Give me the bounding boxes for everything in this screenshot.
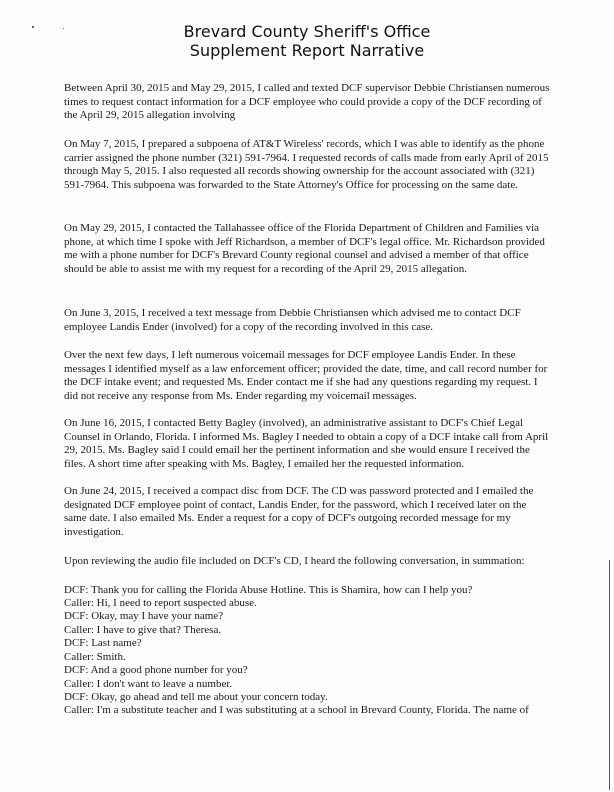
report-subtitle: Supplement Report Narrative	[189, 41, 425, 60]
transcript-line: DCF: Okay, may I have your name?	[64, 610, 224, 622]
narrative-paragraph: Between April 30, 2015 and May 29, 2015, I called and texted DCF supervisor Debbie Christiansen numerous times to request contact information for a DCF employee who could provide a copy of the DCF recording of the April 29, 2015 allegation involving	[64, 82, 550, 122]
narrative-paragraph: Upon reviewing the audio file included on DCF's CD, I heard the following conversation, in summation:	[64, 555, 525, 567]
transcript-line: Caller: Smith.	[64, 651, 126, 663]
transcript-line: Caller: I'm a substitute teacher and I was substituting at a school in Brevard County, Florida. The name of	[64, 704, 529, 716]
transcript-line: DCF: Okay, go ahead and tell me about your concern today.	[64, 691, 328, 703]
narrative-paragraph: Over the next few days, I left numerous voicemail messages for DCF employee Landis Ender. In these messages I identified myself as a law enforcement officer; provided the date, time, and call record number for the DCF intake event; and requested Ms. Ender contact me if she had any questions regarding my request. I did not receive any response from Ms. Ender regarding my voicemail messages.	[64, 349, 548, 402]
transcript-line: Caller: Hi, I need to report suspected abuse.	[64, 597, 257, 609]
transcript-line: DCF: And a good phone number for you?	[64, 664, 248, 676]
narrative-paragraph: On June 24, 2015, I received a compact disc from DCF. The CD was password protected and I emailed the designated DCF employee point of contact, Landis Ender, for the password, which I received later on the same date. I also emailed Ms. Ender a request for a copy of DCF's outgoing recorded message for my investigation.	[64, 485, 534, 538]
narrative-paragraph: On May 7, 2015, I prepared a subpoena of AT&T Wireless' records, which I was able to identify as the phone carrier assigned the phone number (321) 591-7964. I requested records of calls made from early April of 2015 through May 5, 2015. I also requested all records showing ownership for the account associated with (321) 591-7964. This subpoena was forwarded to the State Attorney's Office for processing on the same date.	[64, 138, 549, 191]
scan-edge	[609, 560, 610, 790]
transcript-line: Caller: I don't want to leave a number.	[64, 678, 233, 690]
transcript-line: DCF: Last name?	[64, 637, 142, 649]
report-title: Brevard County Sheriff's Office	[183, 22, 431, 41]
narrative-paragraph: On June 16, 2015, I contacted Betty Bagley (involved), an administrative assistant to DCF's Chief Legal Counsel in Orlando, Florida. I informed Ms. Bagley I needed to obtain a copy of a DCF intake call from April 29, 2015. Ms. Bagley said I could email her the pertinent information and she would ensure I received the files. A short time after speaking with Ms. Bagley, I emailed her the requested information.	[64, 417, 549, 470]
narrative-paragraph: On June 3, 2015, I received a text message from Debbie Christiansen which advised me to contact DCF employee Landis Ender (involved) for a copy of the recording involved in this case.	[64, 307, 521, 333]
transcript-line: Caller: I have to give that? Theresa.	[64, 624, 222, 636]
transcript-line: DCF: Thank you for calling the Florida Abuse Hotline. This is Shamira, how can I help you?	[64, 584, 473, 596]
narrative-paragraph: On May 29, 2015, I contacted the Tallahassee office of the Florida Department of Children and Families via phone, at which time I spoke with Jeff Richardson, a member of DCF's legal office. Mr. Richardson provided me with a phone number for DCF's Brevard County regional counsel and advised a member of that office should be able to assist me with my request for a recording of the April 29, 2015 allegation.	[64, 222, 545, 275]
